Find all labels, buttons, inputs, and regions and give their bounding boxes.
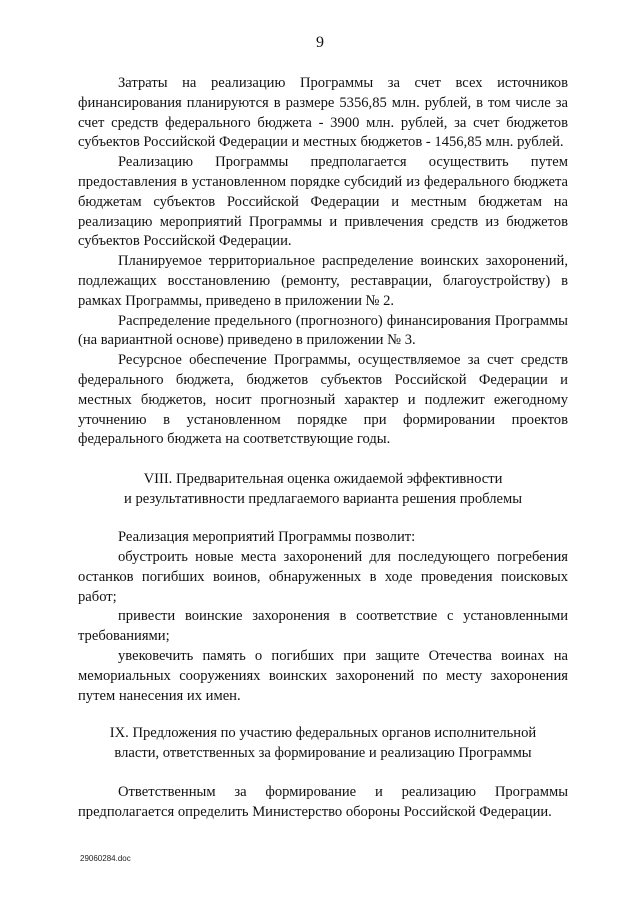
- paragraph-new-burial-places: обустроить новые места захоронений для последующего погребения останков погибших воинов, обнаруженных в ходе проведения поисковых работ;: [78, 548, 568, 605]
- section-heading-9-line1: IX. Предложения по участию федеральных органов исполнительной: [109, 725, 537, 742]
- section-heading-9-line2: власти, ответственных за формирование и реализацию Программы: [114, 745, 532, 762]
- paragraph-perpetuate-memory: увековечить память о погибших при защите Отечества воинах на мемориальных сооружениях воинских захоронений по месту захоронения путем нанесения их имен.: [78, 647, 568, 704]
- section-heading-9: [78, 723, 568, 763]
- section-heading-8-line2: и результативности предлагаемого варианта решения проблемы: [123, 491, 523, 508]
- paragraph-funding-method: Реализацию Программы предполагается осуществить путем предоставления в установленном порядке субсидий из федерального бюджета бюджетам субъектов Российской Федерации и местным бюджетам на реализацию мероприятий Программы и привлечения средств из бюджетов субъектов Российской Федерации.: [78, 154, 568, 250]
- document-body: [78, 74, 568, 823]
- paragraph-funding-total: Затраты на реализацию Программы за счет всех источников финансирования планируются в размере 5356,85 млн. рублей, в том числе за счет средств федерального бюджета - 3900 млн. рублей, за счет бюджетов субъектов Российской Федерации и местных бюджетов - 1456,85 млн. рублей.: [78, 75, 568, 151]
- document-file-code: 29060284.doc: [80, 854, 131, 863]
- paragraph-resource-provision: Ресурсное обеспечение Программы, осуществляемое за счет средств федерального бюджета, бюджетов субъектов Российской Федерации и местных бюджетов, носит прогнозный характер и подлежит ежегодному уточнению в установленном порядке при формировании проектов федерального бюджета на соответствующие годы.: [78, 352, 568, 448]
- paragraph-bring-to-compliance: привести воинские захоронения в соответствие с установленными требованиями;: [78, 608, 568, 645]
- section-heading-8-line1: VIII. Предварительная оценка ожидаемой эффективности: [143, 471, 503, 488]
- paragraph-forecast-distribution: Распределение предельного (прогнозного) финансирования Программы (на вариантной основе) приведено в приложении № 3.: [78, 312, 568, 349]
- paragraph-territorial-distribution: Планируемое территориальное распределение воинских захоронений, подлежащих восстановлению (ремонту, реставрации, благоустройству) в рамках Программы, приведено в приложении № 2.: [78, 253, 568, 309]
- paragraph-responsible-ministry: Ответственным за формирование и реализацию Программы предполагается определить Министерство обороны Российской Федерации.: [78, 784, 568, 821]
- section-heading-8: [78, 469, 568, 509]
- paragraph-program-allows: Реализация мероприятий Программы позволит:: [118, 529, 416, 546]
- page-number: 9: [316, 34, 324, 51]
